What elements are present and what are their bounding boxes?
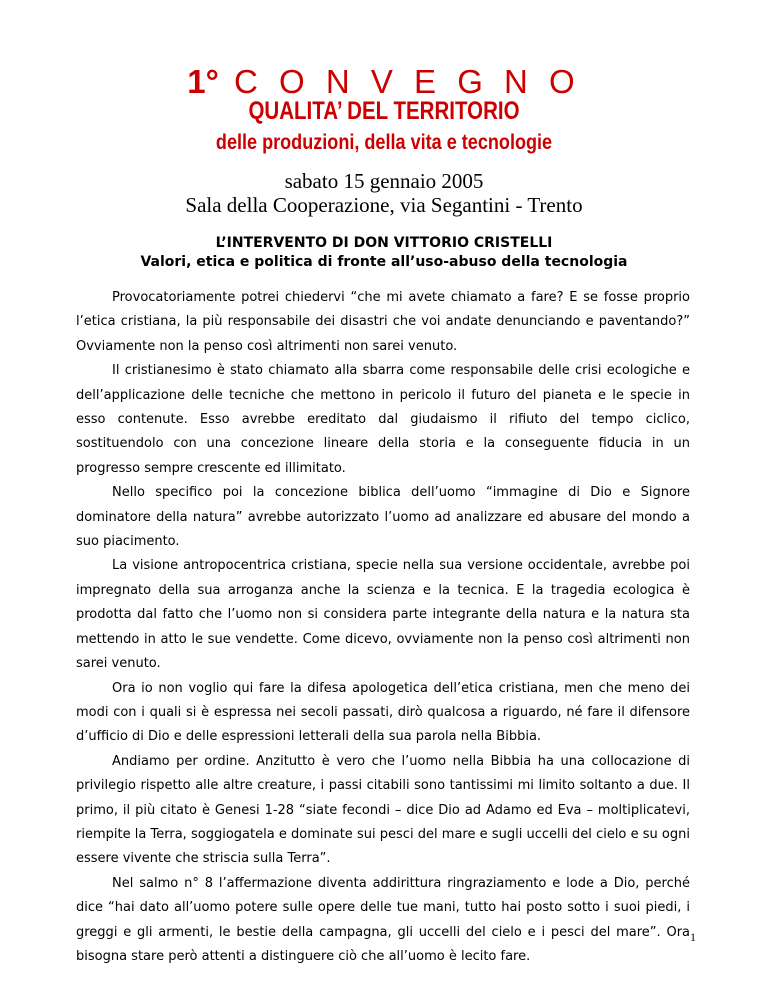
paragraph: La visione antropocentrica cristiana, specie nella sua versione occidentale, avrebbe poi impregnato della sua arroganza anche la scienza e la tecnica. E la tragedia ecologica è prodotta dal fatto che l’uomo non si considera parte integrante della natura e la natura sta mettendo in atto le sue vendette. Come dicevo, ovviamente non la penso così altrimenti non sarei venuto. bbox=[76, 558, 690, 672]
talk-subtitle: Valori, etica e politica di fronte all’uso-abuso della tecnologia bbox=[140, 254, 628, 270]
page-number: 1 bbox=[690, 930, 696, 944]
event-venue: Sala della Cooperazione, via Segantini - Trento bbox=[185, 193, 583, 217]
conference-word: C O N V E G N O bbox=[234, 63, 581, 100]
conference-number: 1° bbox=[187, 63, 219, 100]
body-text bbox=[76, 286, 690, 969]
paragraph: Nel salmo n° 8 l’affermazione diventa addirittura ringraziamento e lode a Dio, perché dice “hai dato all’uomo potere sulle opere delle tue mani, tutto hai posto sotto i suoi piedi, i greggi e gli armenti, le bestie della campagna, gli uccelli del cielo e i pesci del mare”. Ora bisogna stare però attenti a distinguere ciò che all’uomo è lecito fare. bbox=[76, 875, 690, 964]
paragraph: Provocatoriamente potrei chiedervi “che mi avete chiamato a fare? E se fosse proprio l’etica cristiana, la più responsabile dei disastri che voi andate denunciando e paventando?” Ovviamente non la penso così altrimenti non sarei venuto. bbox=[76, 290, 690, 354]
paragraph: Nello specifico poi la concezione biblica dell’uomo “immagine di Dio e Signore dominatore della natura” avrebbe autorizzato l’uomo ad analizzare ed abusare del mondo a suo piacimento. bbox=[76, 485, 690, 550]
theme-title: QUALITA’ DEL TERRITORIO bbox=[248, 97, 520, 125]
theme-subtitle: delle produzioni, della vita e tecnologie bbox=[215, 131, 553, 154]
paragraph: Il cristianesimo è stato chiamato alla sbarra come responsabile delle crisi ecologiche e dell’applicazione delle tecniche che mettono in pericolo il futuro del pianeta e le specie in esso contenute. Esso avrebbe ereditato dal giudaismo il rifiuto del tempo ciclico, sostituendolo con una concezione lineare della storia e la conseguente fiducia in un progresso sempre crescente ed illimitato. bbox=[76, 363, 690, 476]
event-date: sabato 15 gennaio 2005 bbox=[284, 169, 484, 193]
paragraph: Andiamo per ordine. Anzitutto è vero che l’uomo nella Bibbia ha una collocazione di privilegio rispetto alle altre creature, i passi citabili sono tantissimi mi limito soltanto a due. Il primo, il più citato è Genesi 1-28 “siate fecondi – dice Dio ad Adamo ed Eva – moltiplicatevi, riempite la Terra, soggiogatela e dominate sui pesci del mare e sugli uccelli del cielo e su ogni essere vivente che striscia sulla Terra”. bbox=[76, 753, 690, 867]
talk-title: L’INTERVENTO DI DON VITTORIO CRISTELLI bbox=[215, 235, 553, 251]
paragraph: Ora io non voglio qui fare la difesa apologetica dell’etica cristiana, men che meno dei modi con i quali si è espressa nei secoli passati, dirò qualcosa a riguardo, né fare il difensore d’ufficio di Dio e delle espressioni letterali della sua parola nella Bibbia. bbox=[76, 680, 690, 745]
